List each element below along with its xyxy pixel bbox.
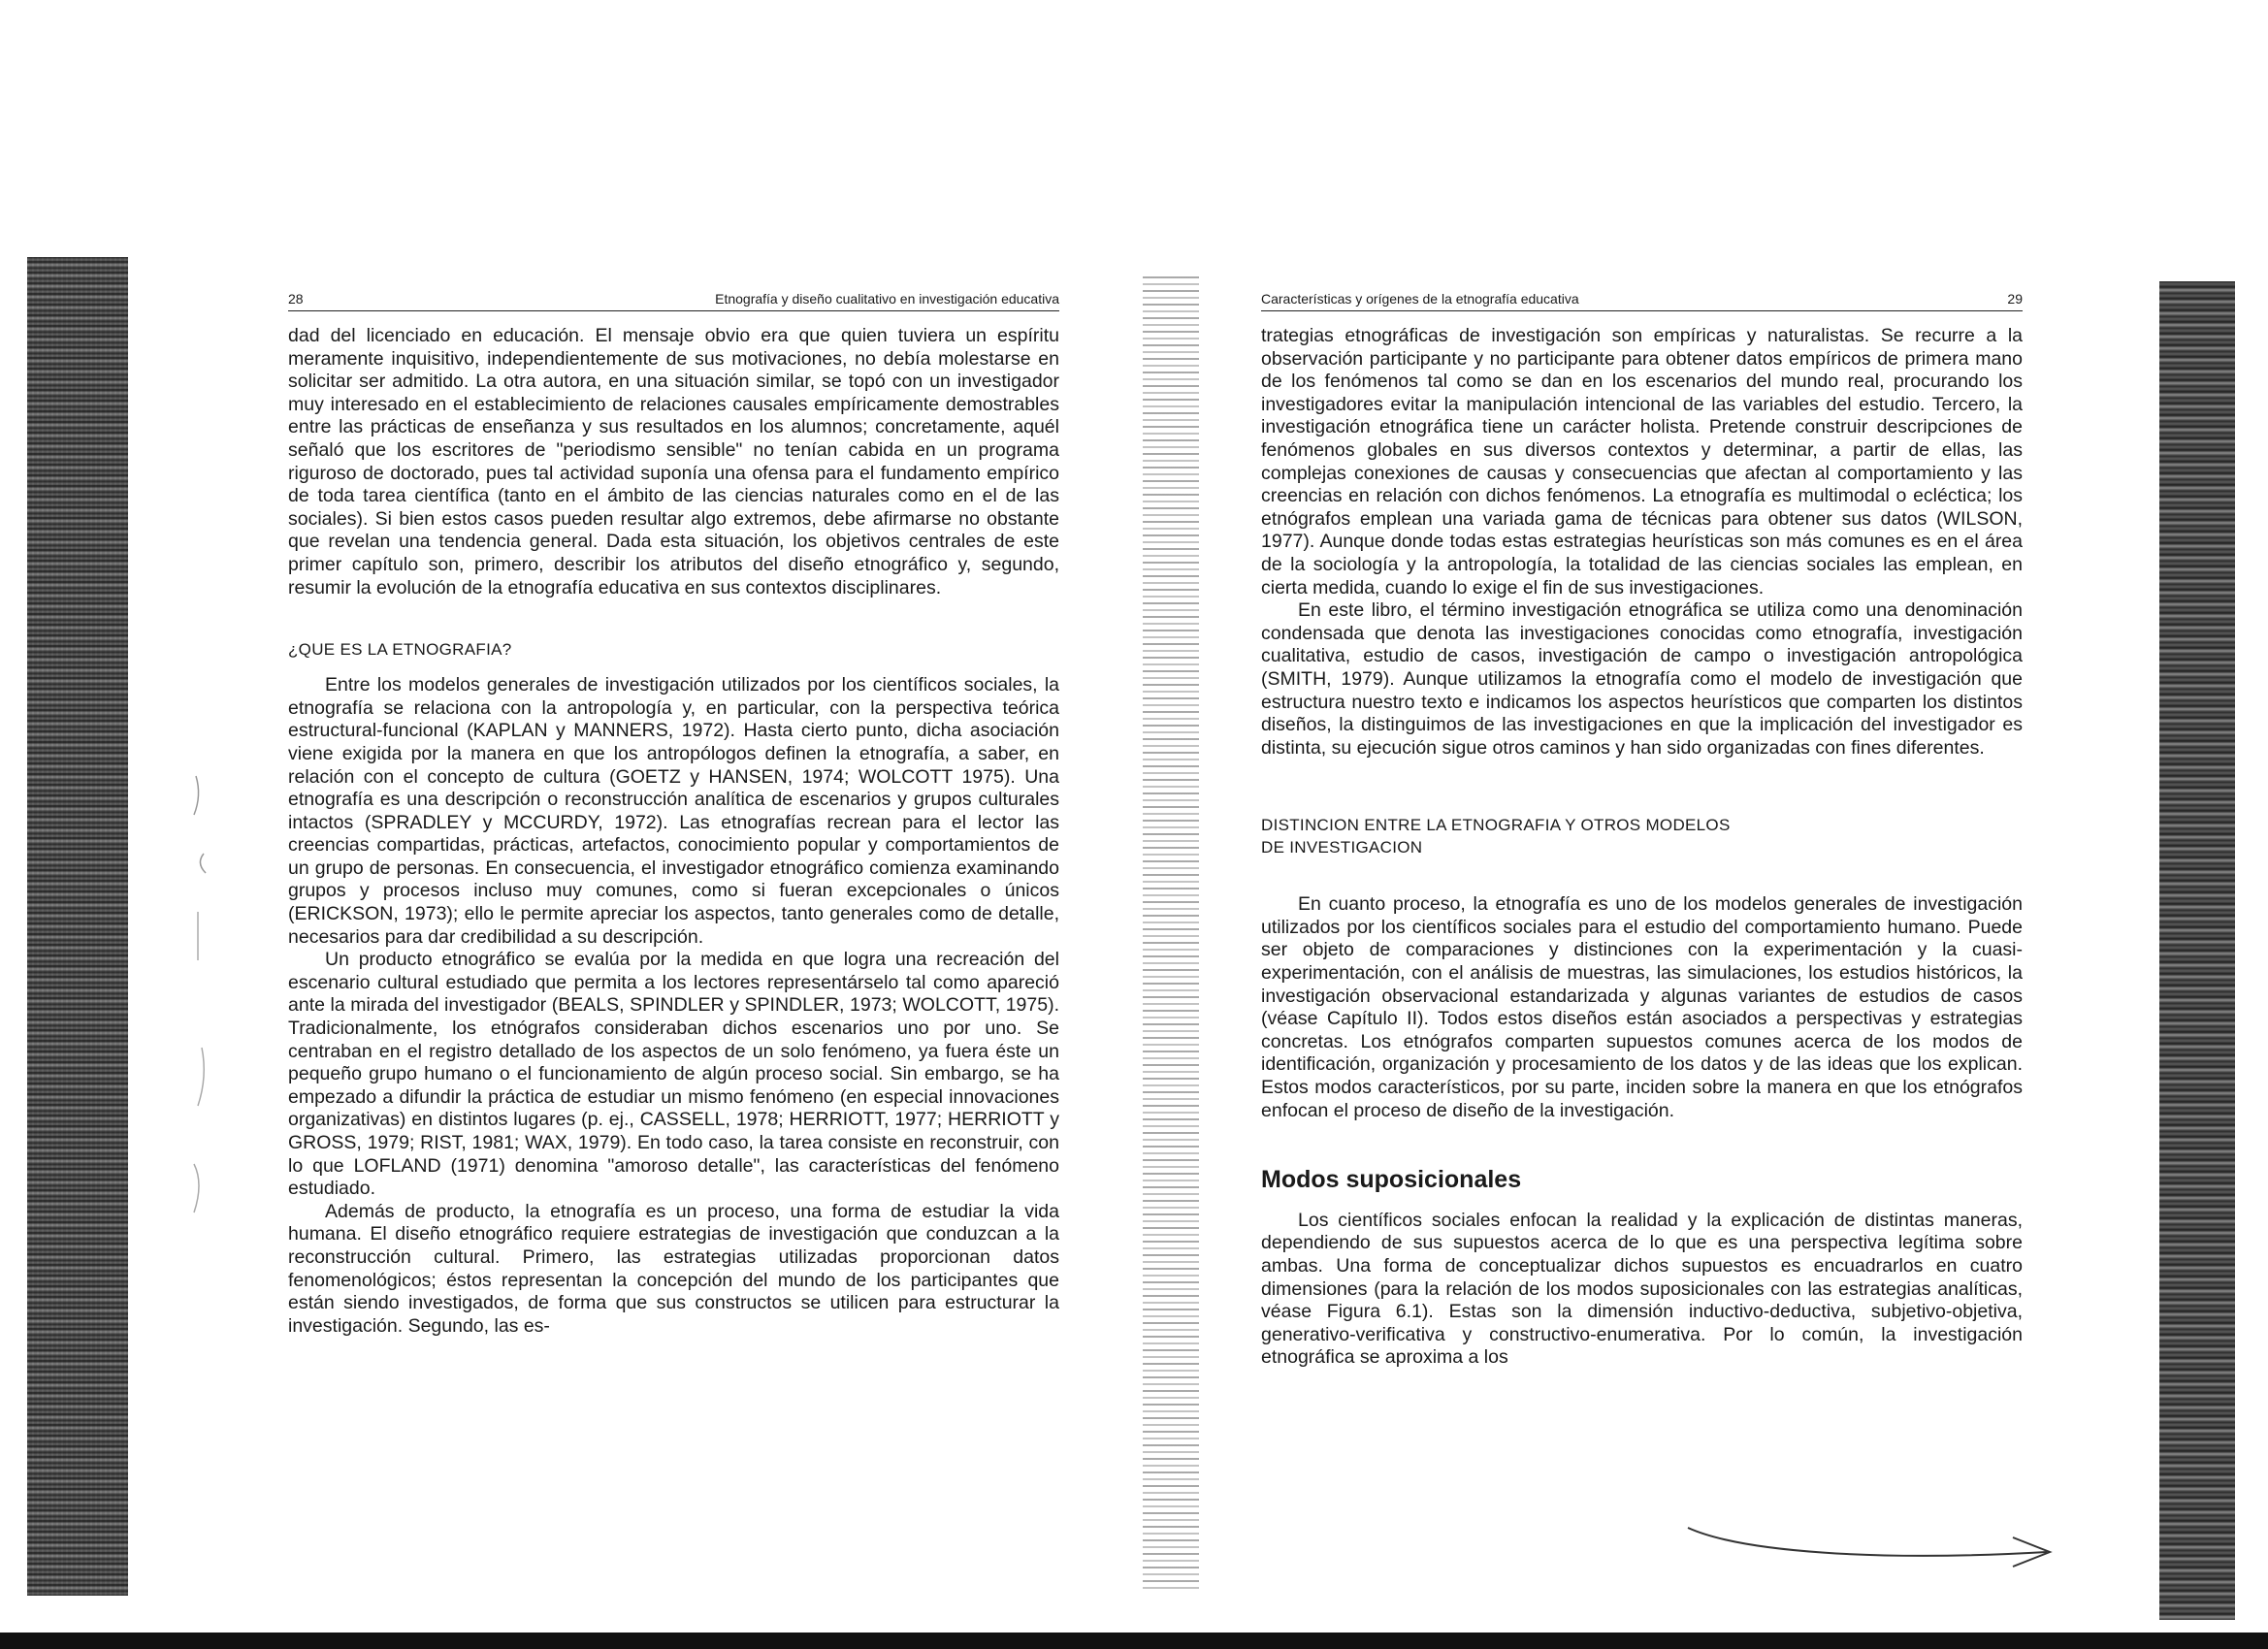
paragraph: Los científicos sociales enfocan la realidad y la explicación de distintas maneras, dependiendo de sus supuestos acerca de lo que es una perspectiva legítima sobre ambas. Una forma de conceptualizar dichos supuestos es encuadrarlos en cuatro dimensiones (para la relación de los modos suposicionales con las estrategias analíticas, véase Figura 6.1). Estas son la dimensión inductivo-deductiva, subjetivo-objetiva, generativo-verificativa y constructivo-enumerativa. Por lo común, la investigación etnográfica se aproxima a los [1261, 1209, 2023, 1369]
paragraph-continued: dad del licenciado en educación. El mensaje obvio era que quien tuviera un espíritu meramente inquisitivo, independientemente de sus motivaciones, no debía molestarse en solicitar ser admitido. La otra autora, en una situación similar, se topó con un investigador muy interesado en el establecimiento de relaciones causales empíricamente demostrables entre las prácticas de enseñanza y sus resultados en los alumnos; concretamente, aquél señaló que los escritores de "periodismo sensible" no tenían cabida en un programa riguroso de doctorado, pues tal actividad suponía una ofensa para el fundamento empírico de toda tarea científica (tanto en el ámbito de las ciencias naturales como en el de las sociales). Si bien estos casos pueden resultar algo extremos, debe afirmarse no obstante que revelan una tendencia general. Dada esta situación, los objetivos centrales de este primer capítulo son, primero, describir los atributos del diseño etnográfico y, segundo, resumir la evolución de la etnografía educativa en sus contextos disciplinares. [288, 325, 1059, 598]
subsection-heading: Modos suposicionales [1261, 1166, 1522, 1194]
section-heading-line: DISTINCION ENTRE LA ETNOGRAFIA Y OTROS MODELOS [1261, 816, 1731, 835]
paragraph: Entre los modelos generales de investigación utilizados por los científicos sociales, la etnografía se relaciona con la antropología y, en particular, con la perspectiva teórica estructural-funcional (KAPLAN y MANNERS, 1972). Hasta cierto punto, dicha asociación viene exigida por la manera en que los antropólogos definen la etnografía, a saber, en relación con el concepto de cultura (GOETZ y HANSEN, 1974; WOLCOTT 1975). Una etnografía es una descripción o reconstrucción analítica de escenarios y grupos culturales intactos (SPRADLEY y MCCURDY, 1972). Las etnografías recrean para el lector las creencias compartidas, prácticas, artefactos, conocimiento popular y comportamientos de un grupo de personas. En consecuencia, el investigador etnográfico comienza examinando grupos y procesos incluso muy comunes, como si fueran excepcionales o únicos (ERICKSON, 1973); ello le permite apreciar los aspectos, tanto generales como de detalle, necesarios para dar credibilidad a su descripción. [288, 674, 1059, 948]
scan-bottom-border [0, 1633, 2268, 1649]
section-heading: ¿QUE ES LA ETNOGRAFIA? [288, 640, 512, 660]
paragraph-continued: trategias etnográficas de investigación son empíricas y naturalistas. Se recurre a la observación participante y no participante para obtener datos empíricos de primera mano de los fenómenos tal como se dan en los escenarios del mundo real, procurando los investigadores evitar la manipulación intencional de las variables del estudio. Tercero, la investigación etnográfica tiene un carácter holista. Pretende construir descripciones de fenómenos globales en sus diversos contextos y determinar, a partir de ellas, las complejas conexiones de causas y consecuencias que afectan al comportamiento y las creencias en relación con dichos fenómenos. La etnografía es multimodal o ecléctica; los etnógrafos emplean una variada gama de técnicas para obtener sus datos (WILSON, 1977). Aunque donde todas estas estrategias heurísticas son más comunes es en el área de la sociología y la antropología, la totalidad de las ciencias sociales las emplean, en cierta medida, cuando lo exige el fin de sus investigaciones. [1261, 325, 2023, 598]
section-heading [1261, 814, 2023, 858]
left-body [288, 325, 1059, 1338]
right-page [1261, 291, 2023, 1370]
book-gutter [1143, 276, 1199, 1591]
scan-shadow-left [27, 257, 128, 1596]
left-running-head [288, 291, 1059, 311]
right-body [1261, 325, 2023, 1370]
section-heading-line: DE INVESTIGACION [1261, 838, 1423, 857]
scan-shadow-right [2159, 281, 2235, 1620]
running-title: Características y orígenes de la etnografía educativa [1261, 291, 1579, 307]
right-running-head [1261, 291, 2023, 311]
paragraph: Un producto etnográfico se evalúa por la medida en que logra una recreación del escenario cultural estudiado que permita a los lectores representárselo tal como apareció ante la mirada del investigador (BEALS, SPINDLER y SPINDLER, 1973; WOLCOTT, 1975). Tradicionalmente, los etnógrafos consideraban dichos escenarios uno por uno. Se centraban en el registro detallado de los aspectos de un solo fenómeno, ya fuera éste un pequeño grupo humano o el funcionamiento de algún proceso social. Sin embargo, se ha empezado a difundir la práctica de estudiar un mismo fenómeno (en especial innovaciones organizativas) en distintos lugares (p. ej., CASSELL, 1978; HERRIOTT, 1977; HERRIOTT y GROSS, 1979; RIST, 1981; WAX, 1979). En todo caso, la tarea consiste en reconstruir, con lo que LOFLAND (1971) denomina "amoroso detalle", las características del fenómeno estudiado. [288, 949, 1059, 1200]
running-title: Etnografía y diseño cualitativo en investigación educativa [715, 291, 1059, 307]
paragraph: En este libro, el término investigación etnográfica se utiliza como una denominación condensada que denota las investigaciones conocidas como etnografía, investigación cualitativa, estudio de casos, investigación de campo o investigación antropológica (SMITH, 1979). Aunque utilizamos la etnografía como el modelo de investigación que estructura nuestro texto e indicamos los aspectos heurísticos que comparten los distintos diseños, la distinguimos de las investigaciones en que la implicación del investigador es distinta, su ejecución sigue otros caminos y han sido organizadas con fines diferentes. [1261, 599, 2023, 759]
page-number: 28 [288, 291, 304, 307]
paragraph: En cuanto proceso, la etnografía es uno de los modelos generales de investigación utilizados por los científicos sociales para el estudio del comportamiento humano. Puede ser objeto de comparaciones y distinciones con la experimentación y la cuasi-experimentación, con el análisis de muestras, las simulaciones, los estudios históricos, la investigación observacional estandarizada y algunas variantes de estudios de casos (véase Capítulo II). Todos estos diseños están asociados a perspectivas y estrategias concretas. Los etnógrafos comparten supuestos comunes acerca de los modos de identificación, organización y procesamiento de los datos y de las ideas que los explican. Estos modos característicos, por su parte, inciden sobre la manera en que los etnógrafos enfocan el proceso de diseño de la investigación. [1261, 893, 2023, 1121]
page-number: 29 [2007, 291, 2023, 307]
pencil-margin-marks-icon [184, 757, 223, 1261]
paragraph: Además de producto, la etnografía es un proceso, una forma de estudiar la vida humana. El diseño etnográfico requiere estrategias de investigación que conduzcan a la reconstrucción cultural. Primero, las estrategias utilizadas proporcionan datos fenomenológicos; éstos representan la concepción del mundo de los participantes que están siendo investigados, de forma que sus constructos se utilicen para estructurar la investigación. Segundo, las es- [288, 1200, 1059, 1337]
left-page [288, 291, 1059, 1338]
handwritten-arrow-icon [1683, 1513, 2071, 1581]
